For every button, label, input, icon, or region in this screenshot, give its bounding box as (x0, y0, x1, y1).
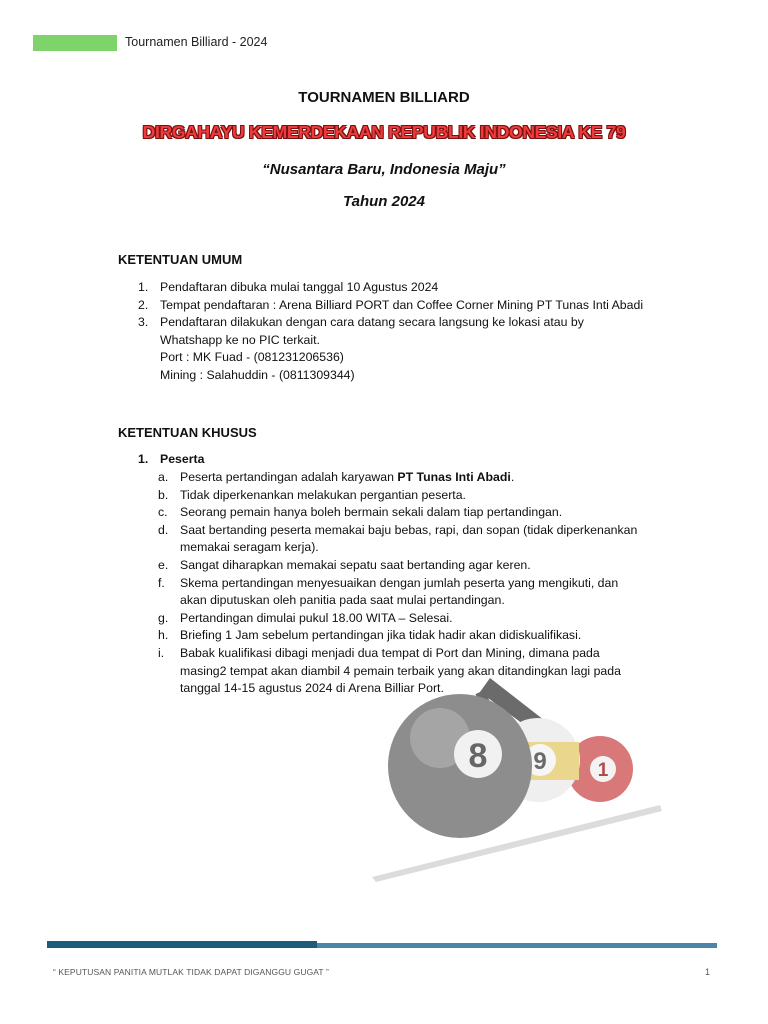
list-item: e. Sangat diharapkan memakai sepatu saat bertanding agar keren. (158, 557, 531, 572)
list-item: h. Briefing 1 Jam sebelum pertandingan jika tidak hadir akan didiskualifikasi. (158, 628, 582, 643)
list-item: i. Babak kualifikasi dibagi menjadi dua tempat di Port dan Mining, dimana pada masing2 tempat akan diambil 4 pemain terbaik yang akan ditandingkan lagi pada tanggal 14-15 agustus 2024 di Arena Billiar Port. (158, 645, 621, 696)
footer-divider-light (317, 943, 717, 948)
section-heading-umum: KETENTUAN UMUM (118, 252, 243, 267)
ball-1-number: 1 (597, 760, 609, 781)
page-title: TOURNAMEN BILLIARD (298, 89, 470, 106)
contact-mining: Mining : Salahuddin - (0811309344) (160, 367, 355, 382)
section-heading-khusus: KETENTUAN KHUSUS (118, 425, 257, 440)
list-item: f. Skema pertandingan menyesuaikan dengan jumlah peserta yang mengikuti, dan akan diputuskan oleh panitia pada saat mulai pertandingan. (158, 575, 619, 608)
list-item: 1. Pendaftaran dibuka mulai tanggal 10 Agustus 2024 (138, 280, 439, 294)
billiard-balls-icon (360, 672, 670, 882)
footer-divider-dark (47, 941, 317, 948)
list-item: 3. Pendaftaran dilakukan dengan cara datang secara langsung ke lokasi atau by Whatshapp ke no PIC terkait. Port : MK Fuad - (081231206536) Mining : Salahuddin - (0811309344) (118, 314, 678, 384)
footer-note: “ KEPUTUSAN PANITIA MUTLAK TIDAK DAPAT DIGANGGU GUGAT ” (53, 967, 329, 977)
ball-8-number: 8 (468, 737, 488, 775)
list-item: d. Saat bertanding peserta memakai baju bebas, rapi, dan sopan (tidak diperkenankan memakai seragam kerja). (158, 522, 638, 555)
header-text: Tournamen Billiard - 2024 (125, 35, 268, 49)
list-item: c. Seorang pemain hanya boleh bermain sekali dalam tiap pertandingan. (158, 505, 563, 520)
ball-9-number: 9 (533, 748, 547, 775)
peserta-list (158, 469, 658, 698)
umum-list (118, 279, 678, 385)
list-item: b. Tidak diperkenankan melakukan pergantian peserta. (158, 487, 466, 502)
event-subtitle: DIRGAHAYU KEMERDEKAAN REPUBLIK INDONESIA KE 79 (142, 122, 626, 142)
header-accent-bar (33, 35, 117, 51)
year-label: Tahun 2024 (343, 193, 425, 210)
page-number: 1 (705, 967, 711, 977)
list-item: a. Peserta pertandingan adalah karyawan PT Tunas Inti Abadi. (158, 470, 515, 484)
list-item: 2. Tempat pendaftaran : Arena Billiard PORT dan Coffee Corner Mining PT Tunas Inti Abadi (138, 297, 644, 312)
contact-port: Port : MK Fuad - (081231206536) (160, 350, 344, 365)
tagline: “Nusantara Baru, Indonesia Maju” (262, 161, 506, 178)
company-name: PT Tunas Inti Abadi (397, 470, 511, 484)
list-item: g. Pertandingan dimulai pukul 18.00 WITA – Selesai. (158, 610, 453, 625)
